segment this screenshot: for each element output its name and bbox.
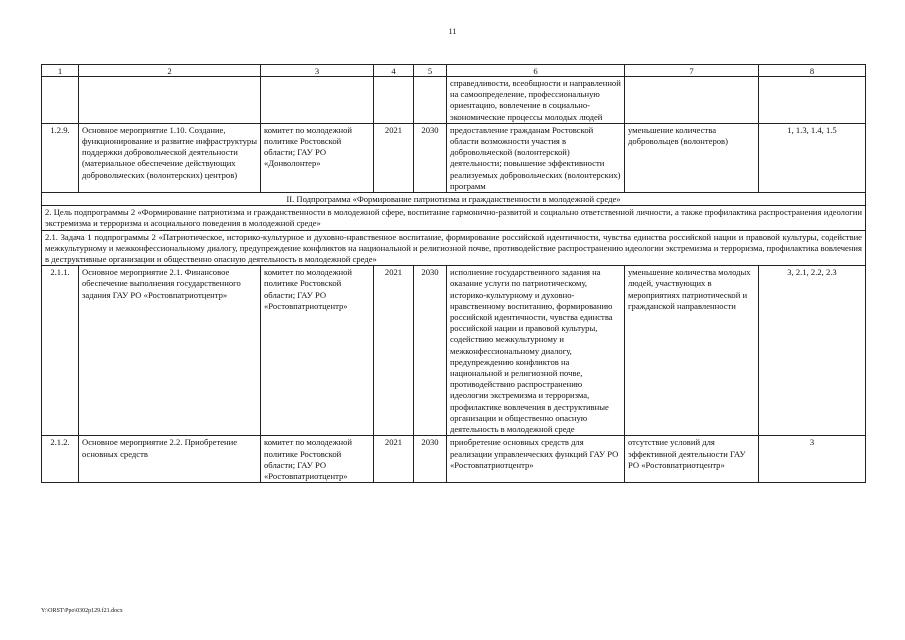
column-number: 2 [79, 65, 261, 77]
continuation-row [42, 77, 866, 124]
end-year: 2030 [414, 266, 447, 436]
expected-result: приобретение основных средств для реализации управленческих функций ГАУ РО «Ростовпатриотцентр» [447, 436, 625, 483]
program-table [41, 64, 866, 483]
row-number: 2.1.1. [42, 266, 79, 436]
goal-row [42, 206, 866, 230]
row-number: 2.1.2. [42, 436, 79, 483]
executor: комитет по молодежной политике Ростовской области; ГАУ РО «Ростовпатриотцентр» [261, 436, 374, 483]
subprogram-header-row [42, 193, 866, 206]
activity-name: Основное мероприятие 1.10. Создание, функционирование и развитие инфраструктуры поддержки добровольческой деятельности (материальное обеспечение действующих добровольческих (волонтерских) центров) [79, 123, 261, 192]
executor: комитет по молодежной политике Ростовской области; ГАУ РО «Ростовпатриотцентр» [261, 266, 374, 436]
end-year: 2030 [414, 436, 447, 483]
subprogram-task: 2.1. Задача 1 подпрограммы 2 «Патриотическое, историко-культурное и духовно-нравственное воспитание, формирование российской идентичности, чувства единства российской нации и правовой культуры, содействие межкультурному и межконфессиональному диалогу, предупреждение конфликтов на национальной и религиозной почве, противодействие распространению идеологии экстремизма и терроризма, профилактика вовлечения в деструктивные организации и общественно опасную деятельность в молодежной среде» [42, 230, 866, 266]
start-year: 2021 [374, 436, 414, 483]
column-number: 1 [42, 65, 79, 77]
indicators: 1, 1.3, 1.4, 1.5 [759, 123, 866, 192]
task-row [42, 230, 866, 266]
row-number: 1.2.9. [42, 123, 79, 192]
column-number: 3 [261, 65, 374, 77]
column-number: 8 [759, 65, 866, 77]
column-number: 5 [414, 65, 447, 77]
start-year: 2021 [374, 266, 414, 436]
expected-result: исполнение государственного задания на оказание услуги по патриотическому, историко-культурному и духовно-нравственному воспитанию, формированию российской идентичности, чувства единства российской нации и правовой культуры, содействию межкультурному и межконфессиональному диалогу, предупреждению конфликтов на национальной и религиозной почве, противодействию распространению идеологии экстремизма и терроризма, профилактике вовлечения в деструктивные организации и общественно опасную деятельность в молодежной среде [447, 266, 625, 436]
executor: комитет по молодежной политике Ростовской области; ГАУ РО «Донволонтер» [261, 123, 374, 192]
table-row [42, 266, 866, 436]
activity-name: Основное мероприятие 2.1. Финансовое обеспечение выполнения государственного задания ГАУ РО «Ростовпатриотцентр» [79, 266, 261, 436]
start-year: 2021 [374, 123, 414, 192]
column-number: 4 [374, 65, 414, 77]
file-path-footer: Y:\ORST\Ppo\0302p129.f21.docx [41, 608, 123, 614]
expected-result: предоставление гражданам Ростовской области возможности участия в добровольческой (волонтерской) деятельности; повышение эффективности реализуемых добровольческих (волонтерских) программ [447, 123, 625, 192]
indicators: 3 [759, 436, 866, 483]
column-number-header-row [42, 65, 866, 77]
indicators: 3, 2.1, 2.2, 2.3 [759, 266, 866, 436]
table-row [42, 436, 866, 483]
column-number: 6 [447, 65, 625, 77]
expected-result-cell: справедливости, всеобщности и направленной на самоопределение, профессиональную ориентацию, вовлечение в социально-экономические процессы молодых людей [447, 77, 625, 124]
activity-name: Основное мероприятие 2.2. Приобретение основных средств [79, 436, 261, 483]
non-implementation-consequence: уменьшение количества молодых людей, участвующих в мероприятиях патриотической и гражданской направленности [625, 266, 759, 436]
table-row [42, 123, 866, 192]
column-number: 7 [625, 65, 759, 77]
subprogram-goal: 2. Цель подпрограммы 2 «Формирование патриотизма и гражданственности в молодежной сфере, воспитание гармонично-развитой и социально ответственной личности, а также профилактика распространения идеологии экстремизма и терроризма и асоциального поведения в молодежной среде» [42, 206, 866, 230]
page-number: 11 [448, 27, 457, 36]
end-year: 2030 [414, 123, 447, 192]
non-implementation-consequence: уменьшение количества добровольцев (волонтеров) [625, 123, 759, 192]
subprogram-title: II. Подпрограмма «Формирование патриотизма и гражданственности в молодежной среде» [42, 193, 866, 206]
non-implementation-consequence: отсутствие условий для эффективной деятельности ГАУ РО «Ростовпатриотцентр» [625, 436, 759, 483]
